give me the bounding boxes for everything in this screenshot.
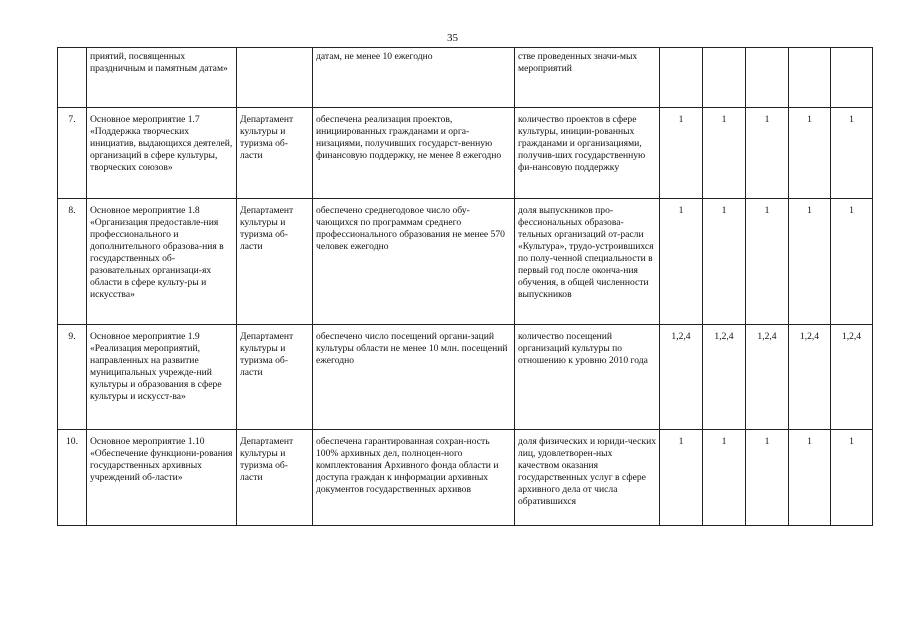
event-cell: Основное мероприятие 1.9 «Реализация мероприятий, направленных на развитие муниципальных учрежде-ний культуры и образования в сфере культуры и искусст-ва» <box>87 325 237 430</box>
year-value-cell: 1 <box>831 199 873 325</box>
year-value-cell: 1 <box>746 199 789 325</box>
year-value-cell <box>746 48 789 108</box>
year-value-cell: 1 <box>789 430 831 526</box>
year-value-cell: 1 <box>831 108 873 199</box>
result-cell: обеспечена реализация проектов, инициированных гражданами и орга-низациями, получивших государст-венную финансовую поддержку, не менее 8 ежегодно <box>313 108 515 199</box>
result-cell: обеспечено число посещений органи-заций культуры области не менее 10 млн. посещений ежегодно <box>313 325 515 430</box>
year-value-cell: 1,2,4 <box>789 325 831 430</box>
indicator-cell: стве проведенных значи-мых мероприятий <box>515 48 660 108</box>
executor-cell: Департамент культуры и туризма об-ласти <box>237 325 313 430</box>
table-row <box>58 108 873 199</box>
executor-cell: Департамент культуры и туризма об-ласти <box>237 108 313 199</box>
year-value-cell: 1 <box>831 430 873 526</box>
result-cell: датам, не менее 10 ежегодно <box>313 48 515 108</box>
event-cell: приятий, посвященных праздничным и памятным датам» <box>87 48 237 108</box>
year-value-cell: 1 <box>746 430 789 526</box>
year-value-cell: 1 <box>703 430 746 526</box>
row-number: 9. <box>58 325 87 430</box>
year-value-cell: 1 <box>703 199 746 325</box>
indicator-cell: доля физических и юриди-ческих лиц, удовлетворен-ных качеством оказания государственных услуг в сфере архивного дела от числа обратившихся <box>515 430 660 526</box>
year-value-cell: 1 <box>789 199 831 325</box>
indicator-cell: доля выпускников про-фессиональных образова-тельных организаций от-расли «Культура», трудо-устроившихся по полу-ченной специальности в первый год после оконча-ния обучения, в общей численности выпускников <box>515 199 660 325</box>
result-cell: обеспечена гарантированная сохран-ность 100% архивных дел, полноцен-ного комплектования Архивного фонда области и доступа граждан к информации архивных документов государственных архивов <box>313 430 515 526</box>
year-value-cell: 1 <box>660 199 703 325</box>
executor-cell: Департамент культуры и туризма об-ласти <box>237 430 313 526</box>
executor-cell <box>237 48 313 108</box>
year-value-cell: 1 <box>746 108 789 199</box>
row-number: 8. <box>58 199 87 325</box>
table-row <box>58 325 873 430</box>
year-value-cell <box>703 48 746 108</box>
year-value-cell <box>831 48 873 108</box>
program-events-table <box>57 47 873 526</box>
year-value-cell: 1 <box>703 108 746 199</box>
row-number: 10. <box>58 430 87 526</box>
year-value-cell: 1,2,4 <box>660 325 703 430</box>
page-number: 35 <box>447 32 458 44</box>
indicator-cell: количество проектов в сфере культуры, иниции-рованных гражданами и организациями, получив-ших государственную фи-нансовую поддержку <box>515 108 660 199</box>
row-number <box>58 48 87 108</box>
year-value-cell: 1,2,4 <box>746 325 789 430</box>
row-number: 7. <box>58 108 87 199</box>
event-cell: Основное мероприятие 1.10 «Обеспечение функциони-рования государственных архивных учреждений об-ласти» <box>87 430 237 526</box>
event-cell: Основное мероприятие 1.7 «Поддержка творческих инициатив, выдающихся деятелей, организаций в сфере культуры, творческих союзов» <box>87 108 237 199</box>
event-cell: Основное мероприятие 1.8 «Организация предоставле-ния профессионального и дополнительного образова-ния в государственных об-разовательных организаци-ях области в сфере культу-ры и искусства» <box>87 199 237 325</box>
year-value-cell: 1 <box>660 430 703 526</box>
year-value-cell <box>660 48 703 108</box>
executor-cell: Департамент культуры и туризма об-ласти <box>237 199 313 325</box>
result-cell: обеспечено среднегодовое число обу-чающихся по программам среднего профессионального образования не менее 570 человек ежегодно <box>313 199 515 325</box>
table-row <box>58 48 873 108</box>
indicator-cell: количество посещений организаций культуры по отношению к уровню 2010 года <box>515 325 660 430</box>
table-row <box>58 199 873 325</box>
year-value-cell: 1 <box>789 108 831 199</box>
year-value-cell: 1,2,4 <box>831 325 873 430</box>
table-row <box>58 430 873 526</box>
year-value-cell: 1,2,4 <box>703 325 746 430</box>
year-value-cell <box>789 48 831 108</box>
year-value-cell: 1 <box>660 108 703 199</box>
